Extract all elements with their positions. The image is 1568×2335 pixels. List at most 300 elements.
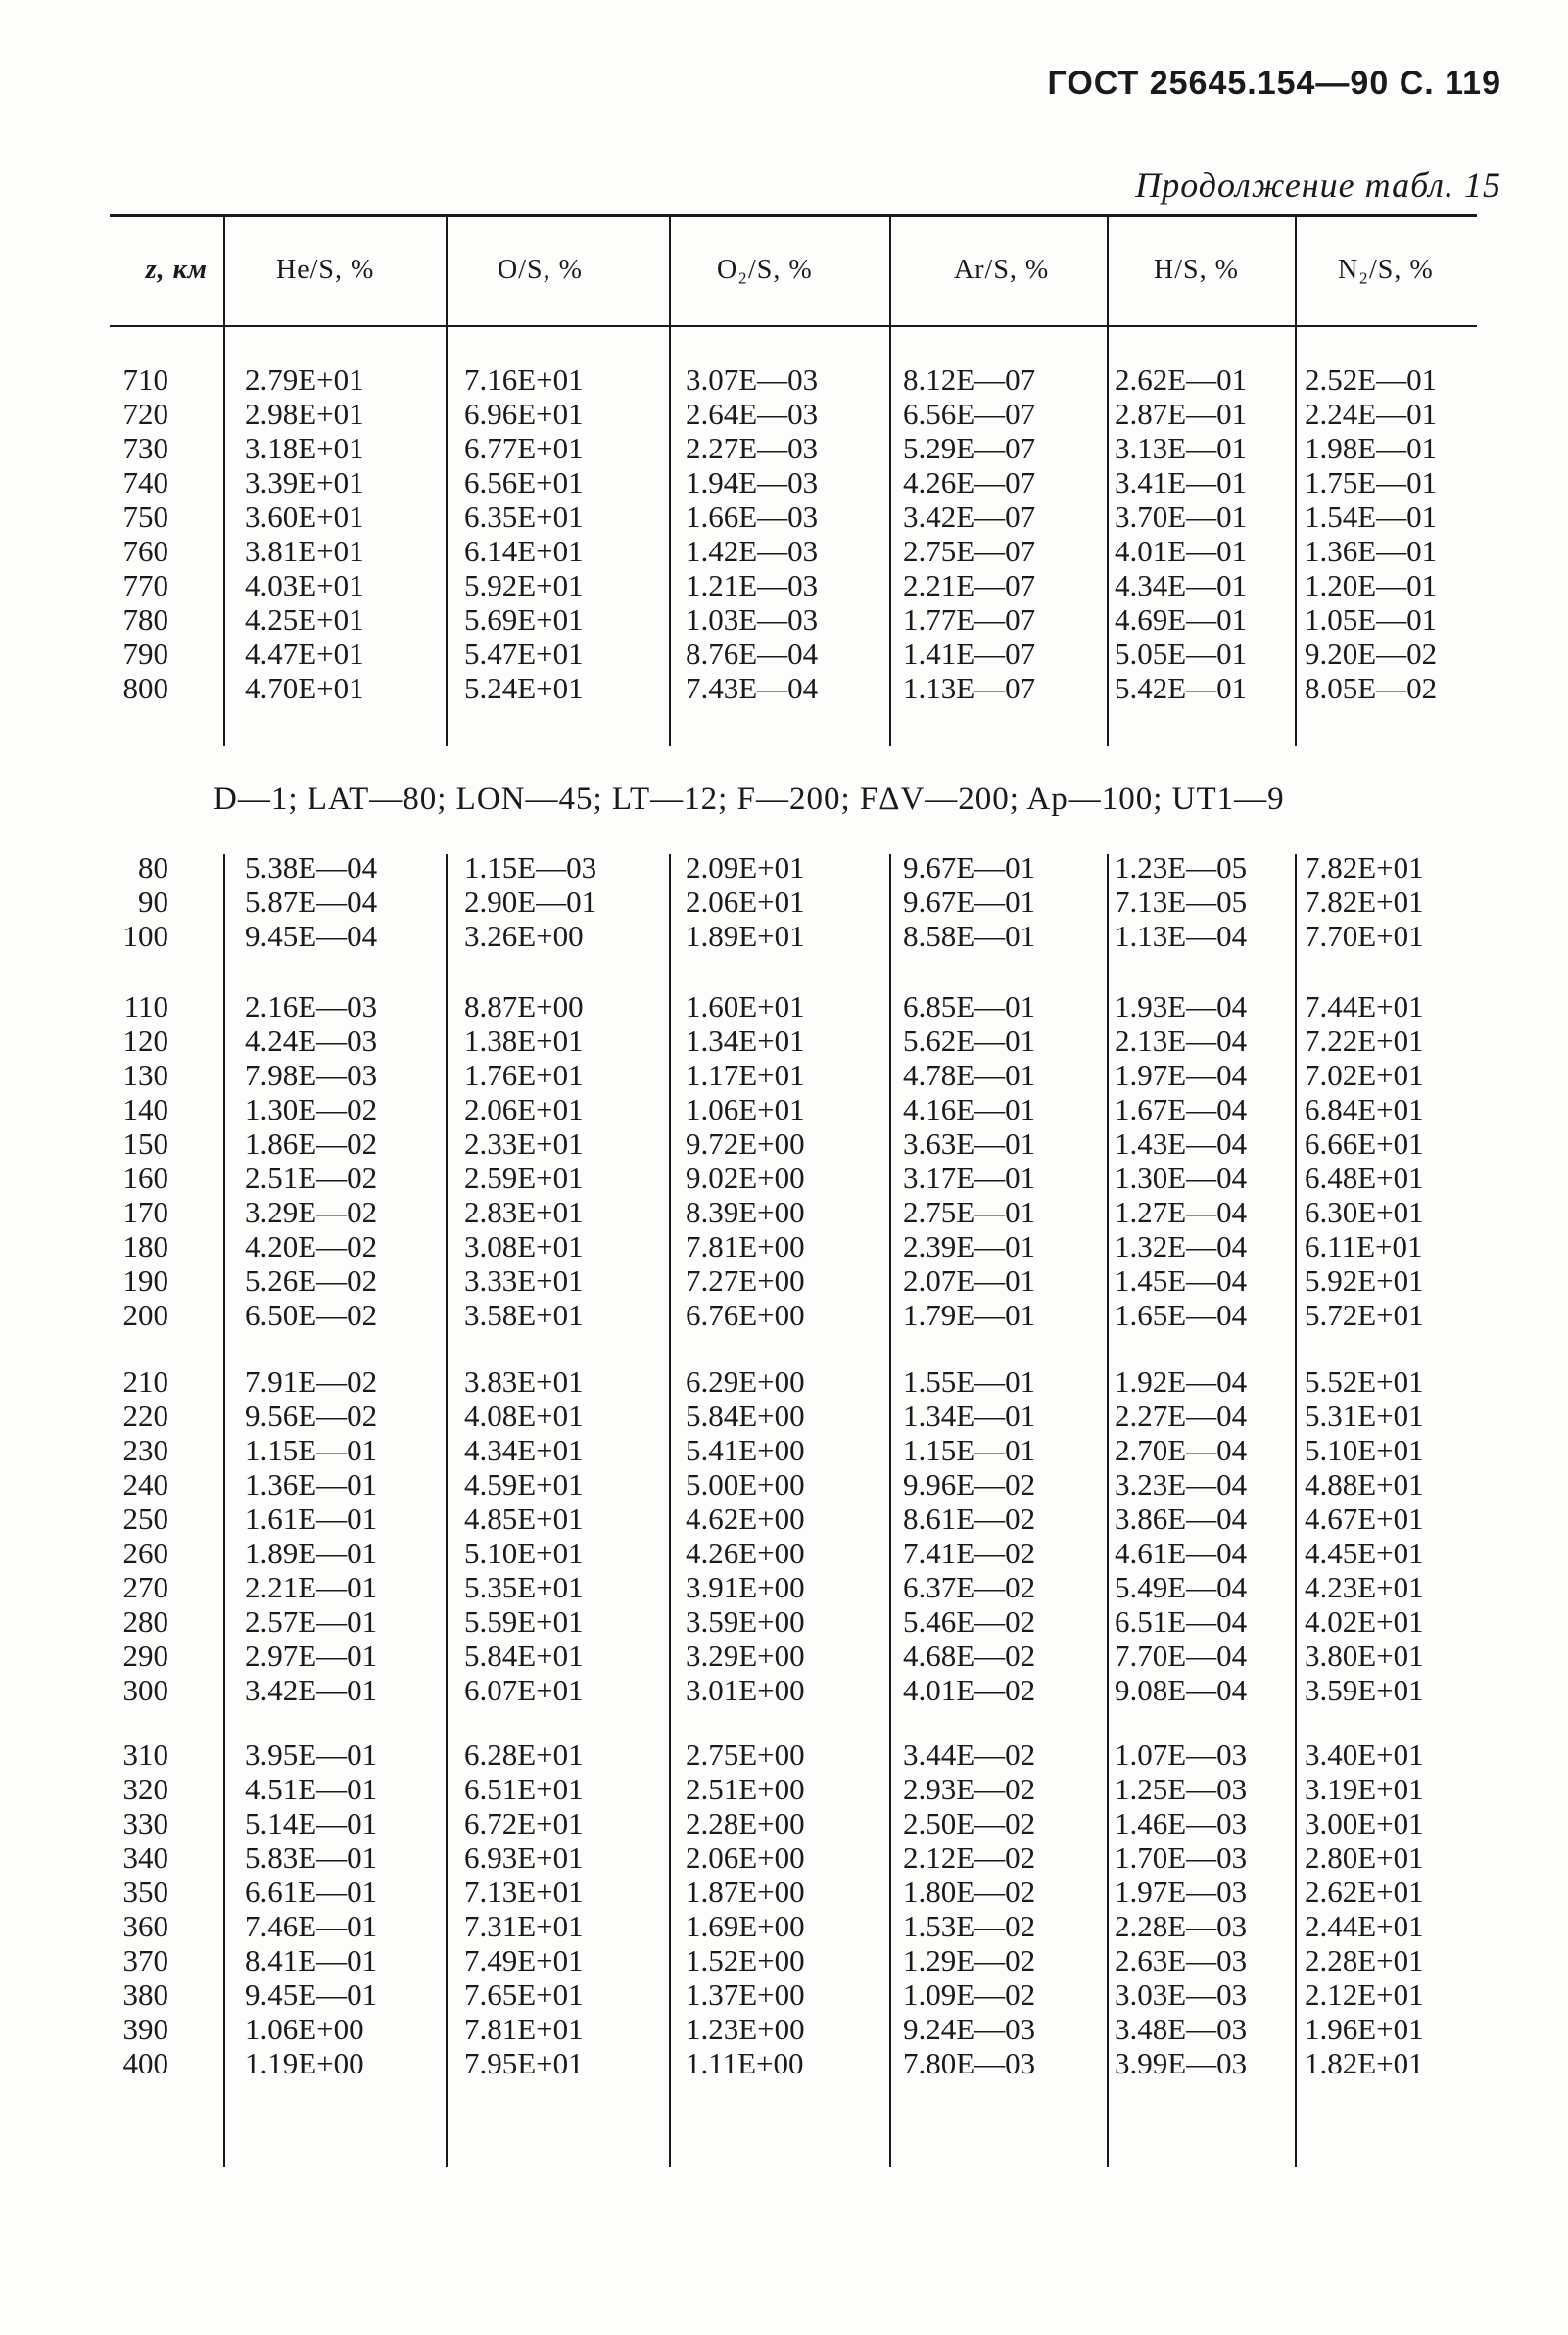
cell-he: 9.56E—02: [245, 1399, 378, 1433]
cell-h: 3.86E—04: [1115, 1501, 1248, 1536]
cell-o2: 1.66E—03: [686, 500, 819, 534]
cell-z: 140: [122, 1092, 168, 1126]
cell-z: 360: [122, 1909, 168, 1943]
cell-he: 1.36E—01: [245, 1467, 378, 1501]
cell-o2: 1.11E+00: [686, 2046, 804, 2080]
cell-n2: 1.96E+01: [1305, 2012, 1424, 2046]
cell-n2: 2.24E—01: [1305, 397, 1438, 431]
cell-o: 6.56E+01: [464, 465, 584, 500]
cell-h: 1.70E—03: [1115, 1840, 1248, 1875]
cell-z: 260: [122, 1536, 168, 1570]
cell-he: 2.57E—01: [245, 1604, 378, 1639]
cell-he: 1.15E—01: [245, 1433, 378, 1467]
cell-he: 6.50E—02: [245, 1298, 378, 1332]
cell-ar: 6.85E—01: [903, 989, 1036, 1024]
cell-o2: 2.64E—03: [686, 397, 819, 431]
cell-h: 1.45E—04: [1115, 1263, 1248, 1298]
cell-o: 7.95E+01: [464, 2046, 584, 2080]
cell-n2: 5.10E+01: [1305, 1433, 1424, 1467]
cell-n2: 6.66E+01: [1305, 1126, 1424, 1161]
column-separator: [446, 854, 448, 2167]
cell-he: 5.26E—02: [245, 1263, 378, 1298]
cell-ar: 2.75E—07: [903, 534, 1036, 568]
column-separator: [1107, 854, 1109, 2167]
cell-h: 2.27E—04: [1115, 1399, 1248, 1433]
cell-n2: 4.02E+01: [1305, 1604, 1424, 1639]
cell-ar: 2.75E—01: [903, 1195, 1036, 1229]
cell-o2: 1.23E+00: [686, 2012, 805, 2046]
column-separator: [223, 217, 225, 746]
cell-ar: 8.61E—02: [903, 1501, 1036, 1536]
cell-he: 3.29E—02: [245, 1195, 378, 1229]
cell-o2: 6.76E+00: [686, 1298, 805, 1332]
cell-n2: 4.23E+01: [1305, 1570, 1424, 1604]
cell-he: 5.14E—01: [245, 1806, 378, 1840]
cell-o: 6.28E+01: [464, 1738, 584, 1772]
cell-n2: 1.98E—01: [1305, 431, 1438, 465]
cell-h: 1.65E—04: [1115, 1298, 1248, 1332]
cell-o: 6.35E+01: [464, 500, 584, 534]
cell-o: 5.59E+01: [464, 1604, 584, 1639]
cell-o: 5.47E+01: [464, 637, 584, 671]
cell-he: 2.98E+01: [245, 397, 364, 431]
cell-o: 2.06E+01: [464, 1092, 584, 1126]
cell-ar: 2.12E—02: [903, 1840, 1036, 1875]
cell-z: 310: [122, 1738, 168, 1772]
cell-he: 1.86E—02: [245, 1126, 378, 1161]
cell-n2: 6.30E+01: [1305, 1195, 1424, 1229]
cell-he: 4.47E+01: [245, 637, 364, 671]
cell-he: 4.03E+01: [245, 568, 364, 602]
cell-h: 7.13E—05: [1115, 884, 1248, 919]
cell-o: 8.87E+00: [464, 989, 584, 1024]
cell-he: 4.51E—01: [245, 1772, 378, 1806]
cell-o: 5.24E+01: [464, 671, 584, 705]
cell-ar: 4.68E—02: [903, 1639, 1036, 1673]
cell-o2: 1.60E+01: [686, 989, 805, 1024]
cell-z: 750: [122, 500, 168, 534]
cell-h: 1.13E—04: [1115, 919, 1248, 953]
cell-h: 1.43E—04: [1115, 1126, 1248, 1161]
cell-o2: 9.02E+00: [686, 1161, 805, 1195]
cell-o: 4.85E+01: [464, 1501, 584, 1536]
cell-ar: 6.37E—02: [903, 1570, 1036, 1604]
cell-h: 4.69E—01: [1115, 602, 1248, 637]
cell-o2: 4.26E+00: [686, 1536, 805, 1570]
cell-he: 9.45E—04: [245, 919, 378, 953]
cell-he: 3.18E+01: [245, 431, 364, 465]
cell-o: 2.33E+01: [464, 1126, 584, 1161]
cell-he: 7.46E—01: [245, 1909, 378, 1943]
cell-he: 2.16E—03: [245, 989, 378, 1024]
cell-z: 350: [122, 1875, 168, 1909]
table-caption: Продолжение табл. 15: [1135, 166, 1501, 205]
cell-o2: 1.34E+01: [686, 1024, 805, 1058]
cell-z: 800: [122, 671, 168, 705]
cell-o: 5.69E+01: [464, 602, 584, 637]
cell-he: 9.45E—01: [245, 1978, 378, 2012]
cell-n2: 1.20E—01: [1305, 568, 1438, 602]
cell-ar: 4.01E—02: [903, 1673, 1036, 1707]
cell-z: 200: [122, 1298, 168, 1332]
cell-o: 2.83E+01: [464, 1195, 584, 1229]
cell-ar: 9.67E—01: [903, 850, 1036, 884]
cell-n2: 5.92E+01: [1305, 1263, 1424, 1298]
cell-h: 3.41E—01: [1115, 465, 1248, 500]
cell-o: 6.07E+01: [464, 1673, 584, 1707]
cell-n2: 2.62E+01: [1305, 1875, 1424, 1909]
cell-o2: 1.89E+01: [686, 919, 805, 953]
cell-he: 8.41E—01: [245, 1943, 378, 1978]
cell-h: 1.27E—04: [1115, 1195, 1248, 1229]
cell-ar: 1.41E—07: [903, 637, 1036, 671]
cell-n2: 7.02E+01: [1305, 1058, 1424, 1092]
cell-n2: 9.20E—02: [1305, 637, 1438, 671]
cell-he: 3.60E+01: [245, 500, 364, 534]
cell-n2: 3.00E+01: [1305, 1806, 1424, 1840]
cell-z: 320: [122, 1772, 168, 1806]
cell-ar: 5.29E—07: [903, 431, 1036, 465]
cell-z: 280: [122, 1604, 168, 1639]
cell-h: 5.05E—01: [1115, 637, 1248, 671]
cell-h: 1.25E—03: [1115, 1772, 1248, 1806]
cell-h: 3.03E—03: [1115, 1978, 1248, 2012]
cell-z: 150: [122, 1126, 168, 1161]
cell-z: 710: [122, 362, 168, 397]
cell-o2: 2.51E+00: [686, 1772, 805, 1806]
cell-he: 3.42E—01: [245, 1673, 378, 1707]
cell-n2: 2.80E+01: [1305, 1840, 1424, 1875]
cell-h: 2.70E—04: [1115, 1433, 1248, 1467]
cell-o2: 4.62E+00: [686, 1501, 805, 1536]
header-o2: O₂/S, %: [717, 255, 813, 285]
cell-o: 4.08E+01: [464, 1399, 584, 1433]
cell-ar: 4.26E—07: [903, 465, 1036, 500]
cell-h: 1.30E—04: [1115, 1161, 1248, 1195]
cell-n2: 5.52E+01: [1305, 1364, 1424, 1399]
cell-h: 2.63E—03: [1115, 1943, 1248, 1978]
cell-ar: 2.21E—07: [903, 568, 1036, 602]
cell-o2: 3.59E+00: [686, 1604, 805, 1639]
cell-h: 2.28E—03: [1115, 1909, 1248, 1943]
cell-he: 5.38E—04: [245, 850, 378, 884]
cell-z: 160: [122, 1161, 168, 1195]
cell-he: 1.19E+00: [245, 2046, 364, 2080]
cell-n2: 3.40E+01: [1305, 1738, 1424, 1772]
cell-o2: 3.91E+00: [686, 1570, 805, 1604]
cell-h: 1.67E—04: [1115, 1092, 1248, 1126]
cell-he: 1.06E+00: [245, 2012, 364, 2046]
cell-h: 1.93E—04: [1115, 989, 1248, 1024]
cell-o: 3.08E+01: [464, 1229, 584, 1263]
cell-ar: 5.46E—02: [903, 1604, 1036, 1639]
cell-o2: 1.87E+00: [686, 1875, 805, 1909]
cell-o2: 2.06E+01: [686, 884, 805, 919]
column-separator: [889, 854, 891, 2167]
cell-n2: 1.36E—01: [1305, 534, 1438, 568]
cell-o: 5.84E+01: [464, 1639, 584, 1673]
cell-o: 6.96E+01: [464, 397, 584, 431]
cell-o: 4.34E+01: [464, 1433, 584, 1467]
cell-o2: 6.29E+00: [686, 1364, 805, 1399]
cell-he: 3.81E+01: [245, 534, 364, 568]
cell-h: 3.48E—03: [1115, 2012, 1248, 2046]
cell-z: 760: [122, 534, 168, 568]
cell-h: 5.42E—01: [1115, 671, 1248, 705]
cell-h: 4.01E—01: [1115, 534, 1248, 568]
header-n2: N₂/S, %: [1338, 255, 1434, 285]
cell-he: 6.61E—01: [245, 1875, 378, 1909]
cell-ar: 9.96E—02: [903, 1467, 1036, 1501]
cell-he: 1.30E—02: [245, 1092, 378, 1126]
cell-n2: 1.05E—01: [1305, 602, 1438, 637]
cell-z: 340: [122, 1840, 168, 1875]
cell-n2: 1.54E—01: [1305, 500, 1438, 534]
cell-o: 2.59E+01: [464, 1161, 584, 1195]
cell-h: 6.51E—04: [1115, 1604, 1248, 1639]
cell-ar: 1.29E—02: [903, 1943, 1036, 1978]
header-z: z, км: [145, 255, 208, 285]
cell-z: 330: [122, 1806, 168, 1840]
cell-ar: 3.63E—01: [903, 1126, 1036, 1161]
cell-h: 2.62E—01: [1115, 362, 1248, 397]
cell-z: 740: [122, 465, 168, 500]
cell-n2: 4.67E+01: [1305, 1501, 1424, 1536]
cell-o: 6.14E+01: [464, 534, 584, 568]
column-separator: [1295, 854, 1297, 2167]
cell-ar: 4.78E—01: [903, 1058, 1036, 1092]
cell-ar: 2.39E—01: [903, 1229, 1036, 1263]
cell-h: 5.49E—04: [1115, 1570, 1248, 1604]
cell-o2: 7.27E+00: [686, 1263, 805, 1298]
cell-ar: 1.80E—02: [903, 1875, 1036, 1909]
cell-h: 1.23E—05: [1115, 850, 1248, 884]
cell-o: 7.49E+01: [464, 1943, 584, 1978]
cell-n2: 2.28E+01: [1305, 1943, 1424, 1978]
cell-n2: 6.84E+01: [1305, 1092, 1424, 1126]
cell-z: 780: [122, 602, 168, 637]
column-separator: [1107, 217, 1109, 746]
cell-o: 2.90E—01: [464, 884, 597, 919]
cell-z: 770: [122, 568, 168, 602]
column-separator: [223, 854, 225, 2167]
cell-he: 7.98E—03: [245, 1058, 378, 1092]
cell-n2: 2.52E—01: [1305, 362, 1438, 397]
cell-o: 1.15E—03: [464, 850, 597, 884]
cell-o: 5.35E+01: [464, 1570, 584, 1604]
cell-h: 3.23E—04: [1115, 1467, 1248, 1501]
cell-he: 2.51E—02: [245, 1161, 378, 1195]
cell-z: 240: [122, 1467, 168, 1501]
cell-o: 6.93E+01: [464, 1840, 584, 1875]
cell-ar: 2.93E—02: [903, 1772, 1036, 1806]
cell-he: 4.25E+01: [245, 602, 364, 637]
cell-o2: 2.28E+00: [686, 1806, 805, 1840]
cell-z: 130: [122, 1058, 168, 1092]
cell-n2: 7.44E+01: [1305, 989, 1424, 1024]
cell-he: 1.89E—01: [245, 1536, 378, 1570]
cell-n2: 3.80E+01: [1305, 1639, 1424, 1673]
cell-ar: 1.77E—07: [903, 602, 1036, 637]
cell-z: 790: [122, 637, 168, 671]
column-separator: [669, 854, 671, 2167]
cell-o: 3.26E+00: [464, 919, 584, 953]
cell-ar: 7.41E—02: [903, 1536, 1036, 1570]
header-h: H/S, %: [1154, 255, 1239, 285]
cell-o2: 7.43E—04: [686, 671, 819, 705]
cell-he: 3.95E—01: [245, 1738, 378, 1772]
cell-z: 90: [138, 884, 168, 919]
cell-n2: 7.22E+01: [1305, 1024, 1424, 1058]
cell-he: 3.39E+01: [245, 465, 364, 500]
cell-ar: 6.56E—07: [903, 397, 1036, 431]
header-he: He/S, %: [276, 255, 375, 285]
cell-h: 3.13E—01: [1115, 431, 1248, 465]
cell-ar: 9.24E—03: [903, 2012, 1036, 2046]
cell-ar: 8.58E—01: [903, 919, 1036, 953]
cell-ar: 1.34E—01: [903, 1399, 1036, 1433]
cell-z: 100: [122, 919, 168, 953]
cell-z: 400: [122, 2046, 168, 2080]
cell-o2: 9.72E+00: [686, 1126, 805, 1161]
cell-h: 1.97E—04: [1115, 1058, 1248, 1092]
cell-n2: 2.12E+01: [1305, 1978, 1424, 2012]
cell-n2: 1.82E+01: [1305, 2046, 1424, 2080]
header-bottom-rule: [110, 325, 1477, 327]
cell-z: 720: [122, 397, 168, 431]
cell-o: 3.58E+01: [464, 1298, 584, 1332]
cell-he: 5.83E—01: [245, 1840, 378, 1875]
header-o: O/S, %: [498, 255, 583, 285]
cell-ar: 8.12E—07: [903, 362, 1036, 397]
cell-z: 170: [122, 1195, 168, 1229]
cell-h: 1.46E—03: [1115, 1806, 1248, 1840]
cell-ar: 7.80E—03: [903, 2046, 1036, 2080]
cell-z: 730: [122, 431, 168, 465]
cell-z: 190: [122, 1263, 168, 1298]
cell-o: 7.13E+01: [464, 1875, 584, 1909]
cell-o2: 8.76E—04: [686, 637, 819, 671]
cell-o: 7.81E+01: [464, 2012, 584, 2046]
cell-ar: 1.79E—01: [903, 1298, 1036, 1332]
cell-n2: 2.44E+01: [1305, 1909, 1424, 1943]
cell-ar: 1.09E—02: [903, 1978, 1036, 2012]
cell-he: 2.97E—01: [245, 1639, 378, 1673]
cell-o2: 1.06E+01: [686, 1092, 805, 1126]
cell-he: 2.21E—01: [245, 1570, 378, 1604]
cell-h: 7.70E—04: [1115, 1639, 1248, 1673]
cell-o: 1.76E+01: [464, 1058, 584, 1092]
cell-ar: 2.07E—01: [903, 1263, 1036, 1298]
cell-h: 4.34E—01: [1115, 568, 1248, 602]
cell-he: 4.24E—03: [245, 1024, 378, 1058]
cell-n2: 7.82E+01: [1305, 884, 1424, 919]
cell-z: 230: [122, 1433, 168, 1467]
column-separator: [889, 217, 891, 746]
cell-n2: 1.75E—01: [1305, 465, 1438, 500]
table-top-rule: [110, 214, 1477, 217]
cell-z: 380: [122, 1978, 168, 2012]
cell-z: 110: [123, 989, 168, 1024]
parameters-line: D—1; LAT—80; LON—45; LT—12; F—200; FΔV—200; Ap—100; UT1—9: [214, 782, 1285, 817]
cell-z: 370: [122, 1943, 168, 1978]
cell-o2: 1.94E—03: [686, 465, 819, 500]
cell-he: 5.87E—04: [245, 884, 378, 919]
cell-o: 3.33E+01: [464, 1263, 584, 1298]
cell-n2: 3.59E+01: [1305, 1673, 1424, 1707]
cell-o: 7.16E+01: [464, 362, 584, 397]
cell-o2: 8.39E+00: [686, 1195, 805, 1229]
cell-h: 9.08E—04: [1115, 1673, 1248, 1707]
cell-ar: 3.42E—07: [903, 500, 1036, 534]
cell-o: 7.31E+01: [464, 1909, 584, 1943]
cell-h: 2.13E—04: [1115, 1024, 1248, 1058]
cell-n2: 4.45E+01: [1305, 1536, 1424, 1570]
header-ar: Ar/S, %: [954, 255, 1050, 285]
cell-o: 5.92E+01: [464, 568, 584, 602]
cell-o2: 3.29E+00: [686, 1639, 805, 1673]
cell-z: 220: [122, 1399, 168, 1433]
cell-o: 6.51E+01: [464, 1772, 584, 1806]
cell-he: 7.91E—02: [245, 1364, 378, 1399]
cell-z: 210: [122, 1364, 168, 1399]
cell-ar: 4.16E—01: [903, 1092, 1036, 1126]
cell-h: 1.32E—04: [1115, 1229, 1248, 1263]
cell-n2: 8.05E—02: [1305, 671, 1438, 705]
column-separator: [446, 217, 448, 746]
cell-h: 1.07E—03: [1115, 1738, 1248, 1772]
cell-o2: 1.21E—03: [686, 568, 819, 602]
cell-o2: 2.06E+00: [686, 1840, 805, 1875]
cell-h: 3.70E—01: [1115, 500, 1248, 534]
cell-o: 1.38E+01: [464, 1024, 584, 1058]
cell-n2: 7.82E+01: [1305, 850, 1424, 884]
cell-o2: 5.84E+00: [686, 1399, 805, 1433]
cell-ar: 9.67E—01: [903, 884, 1036, 919]
cell-o: 6.77E+01: [464, 431, 584, 465]
cell-o2: 5.00E+00: [686, 1467, 805, 1501]
cell-o: 4.59E+01: [464, 1467, 584, 1501]
cell-o2: 1.42E—03: [686, 534, 819, 568]
cell-o2: 1.17E+01: [686, 1058, 805, 1092]
cell-o2: 1.37E+00: [686, 1978, 805, 2012]
cell-he: 1.61E—01: [245, 1501, 378, 1536]
cell-n2: 6.11E+01: [1305, 1229, 1423, 1263]
cell-z: 270: [122, 1570, 168, 1604]
cell-ar: 1.15E—01: [903, 1433, 1036, 1467]
cell-o2: 5.41E+00: [686, 1433, 805, 1467]
cell-z: 120: [122, 1024, 168, 1058]
cell-ar: 1.53E—02: [903, 1909, 1036, 1943]
cell-o2: 1.03E—03: [686, 602, 819, 637]
cell-he: 4.70E+01: [245, 671, 364, 705]
cell-o: 6.72E+01: [464, 1806, 584, 1840]
cell-o2: 2.75E+00: [686, 1738, 805, 1772]
cell-h: 1.97E—03: [1115, 1875, 1248, 1909]
cell-ar: 2.50E—02: [903, 1806, 1036, 1840]
cell-n2: 5.31E+01: [1305, 1399, 1424, 1433]
cell-o2: 1.52E+00: [686, 1943, 805, 1978]
cell-n2: 4.88E+01: [1305, 1467, 1424, 1501]
cell-o2: 3.01E+00: [686, 1673, 805, 1707]
cell-z: 390: [122, 2012, 168, 2046]
cell-h: 2.87E—01: [1115, 397, 1248, 431]
cell-o: 5.10E+01: [464, 1536, 584, 1570]
cell-z: 250: [122, 1501, 168, 1536]
cell-o2: 2.27E—03: [686, 431, 819, 465]
cell-z: 300: [122, 1673, 168, 1707]
cell-o2: 3.07E—03: [686, 362, 819, 397]
